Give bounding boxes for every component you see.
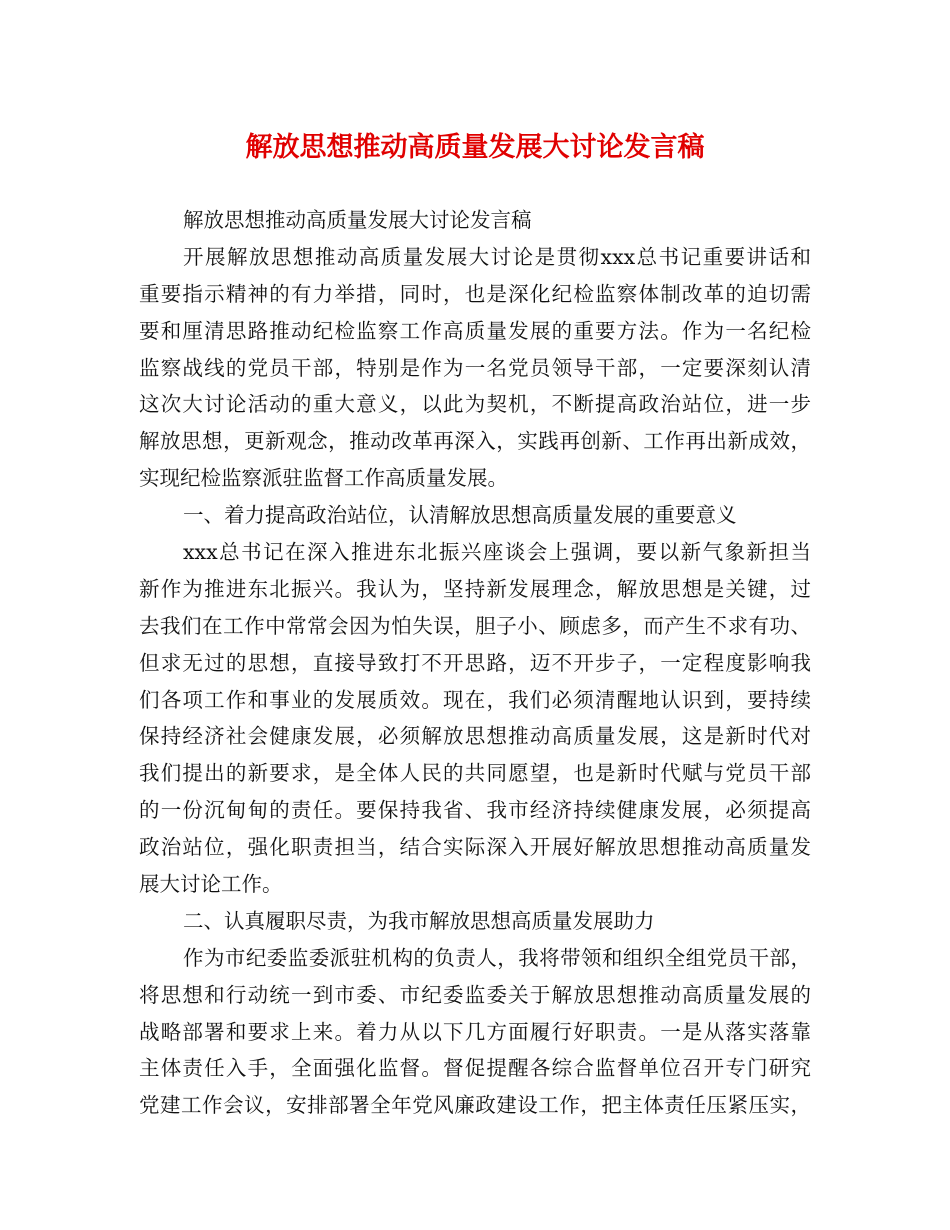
text-line: 去我们在工作中常常会因为怕失误，胆子小、顾虑多，而产生不求有功、 [139, 613, 811, 638]
text-line: 解放思想，更新观念，推动改革再深入，实践再创新、工作再出新成效， [139, 429, 811, 454]
text-line: 开展解放思想推动高质量发展大讨论是贯彻xxx总书记重要讲话和 [183, 244, 811, 269]
text-line: 这次大讨论活动的重大意义，以此为契机，不断提高政治站位，进一步 [139, 392, 811, 417]
text-line: xxx总书记在深入推进东北振兴座谈会上强调，要以新气象新担当 [183, 540, 811, 565]
text-line: 的一份沉甸甸的责任。要保持我省、我市经济持续健康发展，必须提高 [139, 798, 811, 823]
text-line: 保持经济社会健康发展，必须解放思想推动高质量发展，这是新时代对 [139, 724, 811, 749]
text-line: 要和厘清思路推动纪检监察工作高质量发展的重要方法。作为一名纪检 [139, 318, 811, 343]
document-body [139, 202, 811, 1124]
text-line: 党建工作会议，安排部署全年党风廉政建设工作，把主体责任压紧压实， [139, 1093, 811, 1118]
text-line: 我们提出的新要求，是全体人民的共同愿望，也是新时代赋与党员干部 [139, 761, 811, 786]
text-line: 一、着力提高政治站位，认清解放思想高质量发展的重要意义 [183, 503, 737, 528]
text-line: 作为市纪委监委派驻机构的负责人，我将带领和组织全组党员干部， [183, 945, 811, 970]
text-line: 们各项工作和事业的发展质效。现在，我们必须清醒地认识到，要持续 [139, 687, 811, 712]
document-title: 解放思想推动高质量发展大讨论发言稿 [245, 132, 705, 163]
text-line: 主体责任入手，全面强化监督。督促提醒各综合监督单位召开专门研究 [139, 1056, 811, 1081]
text-line: 展大讨论工作。 [139, 872, 283, 897]
text-line: 政治站位，强化职责担当，结合实际深入开展好解放思想推动高质量发 [139, 835, 811, 860]
text-line: 但求无过的思想，直接导致打不开思路，迈不开步子，一定程度影响我 [139, 650, 811, 675]
text-line: 将思想和行动统一到市委、市纪委监委关于解放思想推动高质量发展的 [139, 982, 811, 1007]
text-line: 实现纪检监察派驻监督工作高质量发展。 [139, 466, 508, 491]
text-line: 监察战线的党员干部，特别是作为一名党员领导干部，一定要深刻认清 [139, 355, 811, 380]
text-line: 新作为推进东北振兴。我认为，坚持新发展理念，解放思想是关键，过 [139, 576, 811, 601]
text-line: 二、认真履职尽责，为我市解放思想高质量发展助力 [183, 908, 655, 933]
text-line: 重要指示精神的有力举措，同时，也是深化纪检监察体制改革的迫切需 [139, 281, 811, 306]
text-line: 解放思想推动高质量发展大讨论发言稿 [183, 208, 532, 232]
text-line: 战略部署和要求上来。着力从以下几方面履行好职责。一是从落实落靠 [139, 1019, 811, 1044]
